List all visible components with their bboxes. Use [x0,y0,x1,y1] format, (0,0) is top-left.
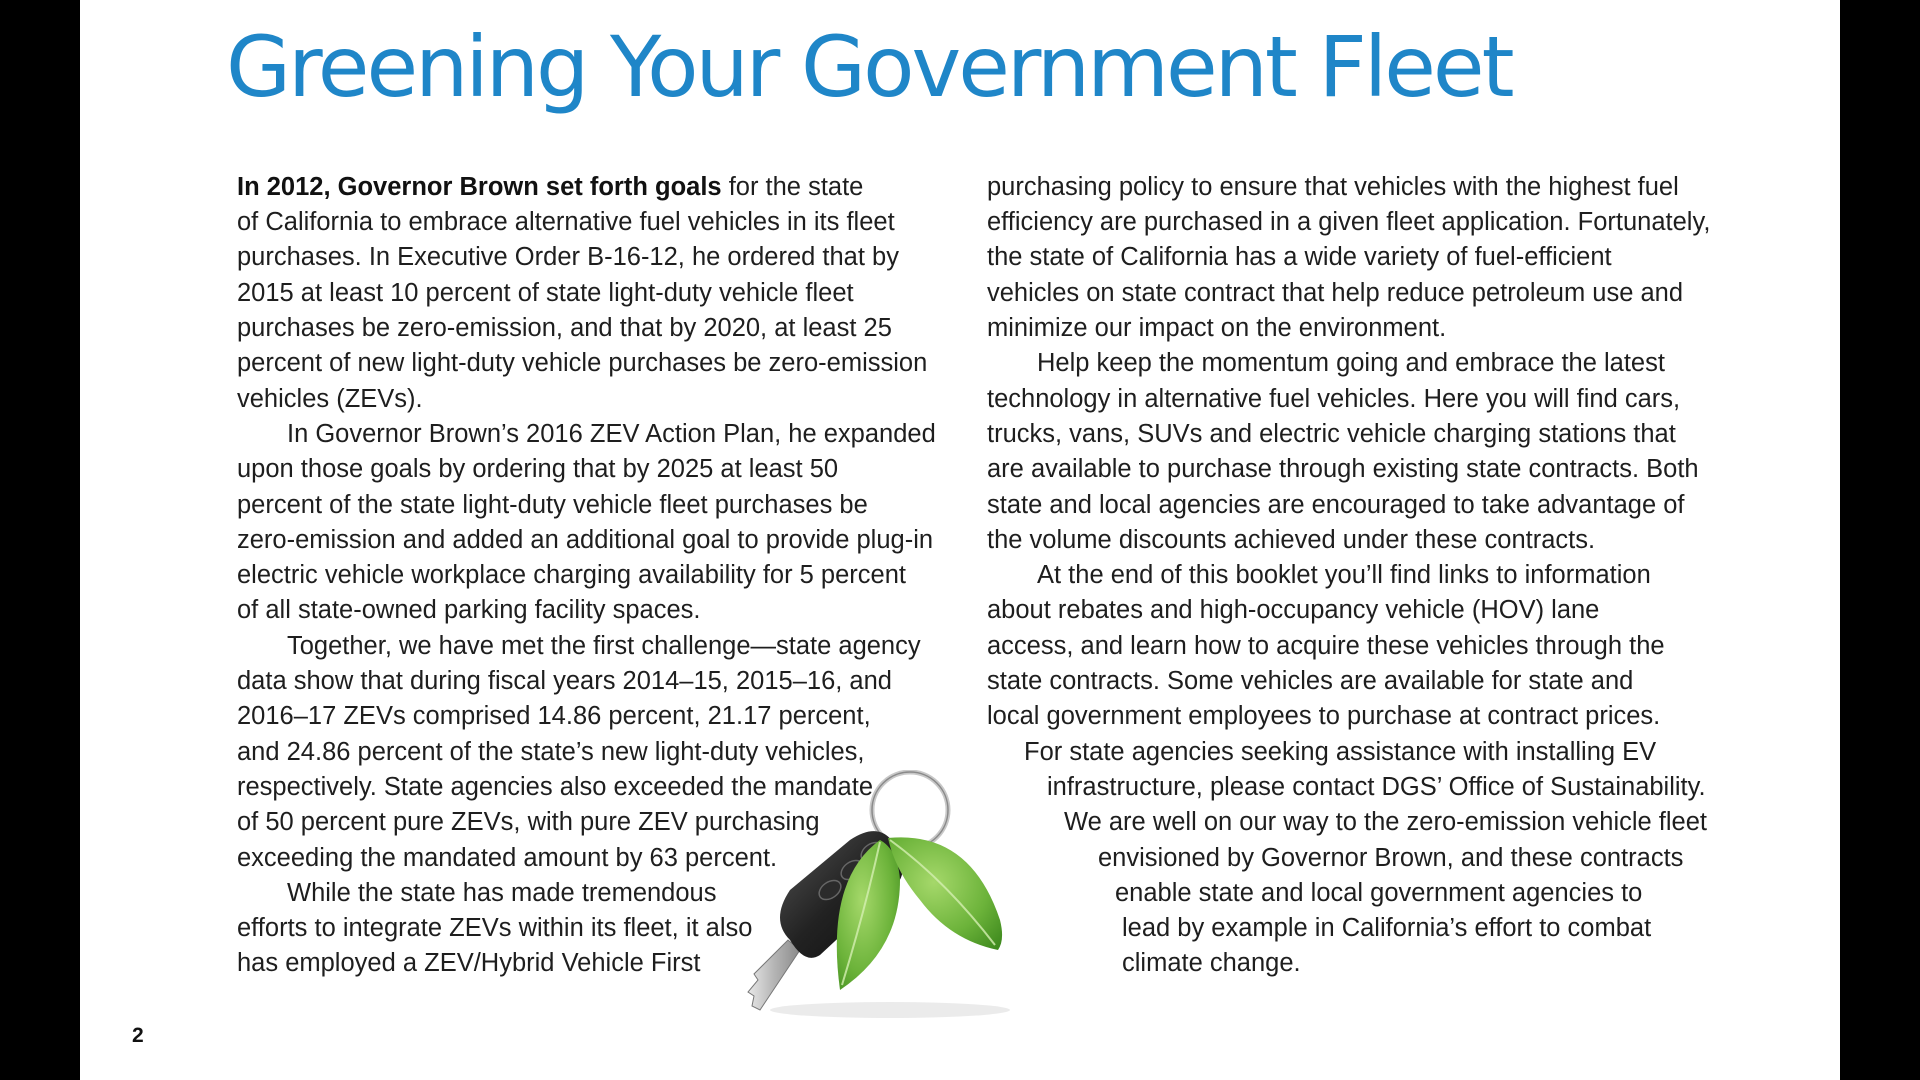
paragraph-line: local government employees to purchase at contract prices. [987,702,1661,730]
paragraph-line: minimize our impact on the environment. [987,314,1447,342]
paragraph-line: infrastructure, please contact DGS’ Office of Sustainability. [1047,773,1706,801]
paragraph-line: exceeding the mandated amount by 63 percent. [237,844,778,872]
intro-rest-text: for the state [721,173,864,201]
paragraph-line: Together, we have met the first challenge—state agency [287,632,921,660]
paragraph-line: While the state has made tremendous [287,879,717,907]
paragraph-line: are available to purchase through existing state contracts. Both [987,455,1699,483]
paragraph-line: purchases. In Executive Order B-16-12, he ordered that by [237,243,899,271]
paragraph-line: of 50 percent pure ZEVs, with pure ZEV purchasing [237,808,820,836]
paragraph-line: respectively. State agencies also exceeded the mandate [237,773,874,801]
paragraph-line: of California to embrace alternative fuel vehicles in its fleet [237,208,895,236]
paragraph-line: zero-emission and added an additional goal to provide plug-in [237,526,934,554]
paragraph-line: 2016–17 ZEVs comprised 14.86 percent, 21.17 percent, [237,702,871,730]
paragraph-line: purchases be zero-emission, and that by 2020, at least 25 [237,314,892,342]
paragraph-line: state contracts. Some vehicles are available for state and [987,667,1634,695]
paragraph-line: about rebates and high-occupancy vehicle (HOV) lane [987,596,1600,624]
intro-bold-text: In 2012, Governor Brown set forth goals [237,173,722,201]
paragraph-line: technology in alternative fuel vehicles. Here you will find cars, [987,385,1681,413]
paragraph-line: In Governor Brown’s 2016 ZEV Action Plan, he expanded [287,420,936,448]
paragraph-line: At the end of this booklet you’ll find links to information [1037,561,1651,589]
paragraph-line: For state agencies seeking assistance with installing EV [1024,738,1657,766]
paragraph-line: the volume discounts achieved under these contracts. [987,526,1596,554]
document-page [80,0,1840,1080]
shadow [770,1002,1010,1018]
paragraph-line: trucks, vans, SUVs and electric vehicle charging stations that [987,420,1676,448]
page-title: Greening Your Government Fleet [226,18,1512,116]
paragraph-line: electric vehicle workplace charging availability for 5 percent [237,561,906,589]
paragraph-line: purchasing policy to ensure that vehicles with the highest fuel [987,173,1679,201]
paragraph-line: lead by example in California’s effort to combat [1122,914,1652,942]
paragraph-line: access, and learn how to acquire these vehicles through the [987,632,1665,660]
paragraph-line: has employed a ZEV/Hybrid Vehicle First [237,949,701,977]
paragraph-line: We are well on our way to the zero-emission vehicle fleet [1064,808,1707,836]
paragraph-line: efforts to integrate ZEVs within its fleet, it also [237,914,753,942]
paragraph-line: the state of California has a wide variety of fuel-efficient [987,243,1612,271]
key-blade-icon [748,940,800,1010]
paragraph-line: efficiency are purchased in a given fleet application. Fortunately, [987,208,1711,236]
paragraph-line: vehicles (ZEVs). [237,385,423,413]
paragraph-line: and 24.86 percent of the state’s new light-duty vehicles, [237,738,865,766]
paragraph-line: of all state-owned parking facility spaces. [237,596,701,624]
car-key-leaves-illustration [730,770,1090,1030]
paragraph-line: vehicles on state contract that help reduce petroleum use and [987,279,1684,307]
paragraph-line: percent of new light-duty vehicle purchases be zero-emission [237,349,928,377]
paragraph-line: envisioned by Governor Brown, and these contracts [1098,844,1684,872]
paragraph-line: enable state and local government agencies to [1115,879,1643,907]
paragraph-line: Help keep the momentum going and embrace the latest [1037,349,1665,377]
paragraph-line: climate change. [1122,949,1301,977]
paragraph-line: data show that during fiscal years 2014–15, 2015–16, and [237,667,892,695]
page-number: 2 [132,1024,144,1047]
paragraph-line [237,170,863,205]
paragraph-line: state and local agencies are encouraged to take advantage of [987,491,1685,519]
paragraph-line: percent of the state light-duty vehicle fleet purchases be [237,491,868,519]
paragraph-line: upon those goals by ordering that by 2025 at least 50 [237,455,839,483]
paragraph-line: 2015 at least 10 percent of state light-duty vehicle fleet [237,279,854,307]
